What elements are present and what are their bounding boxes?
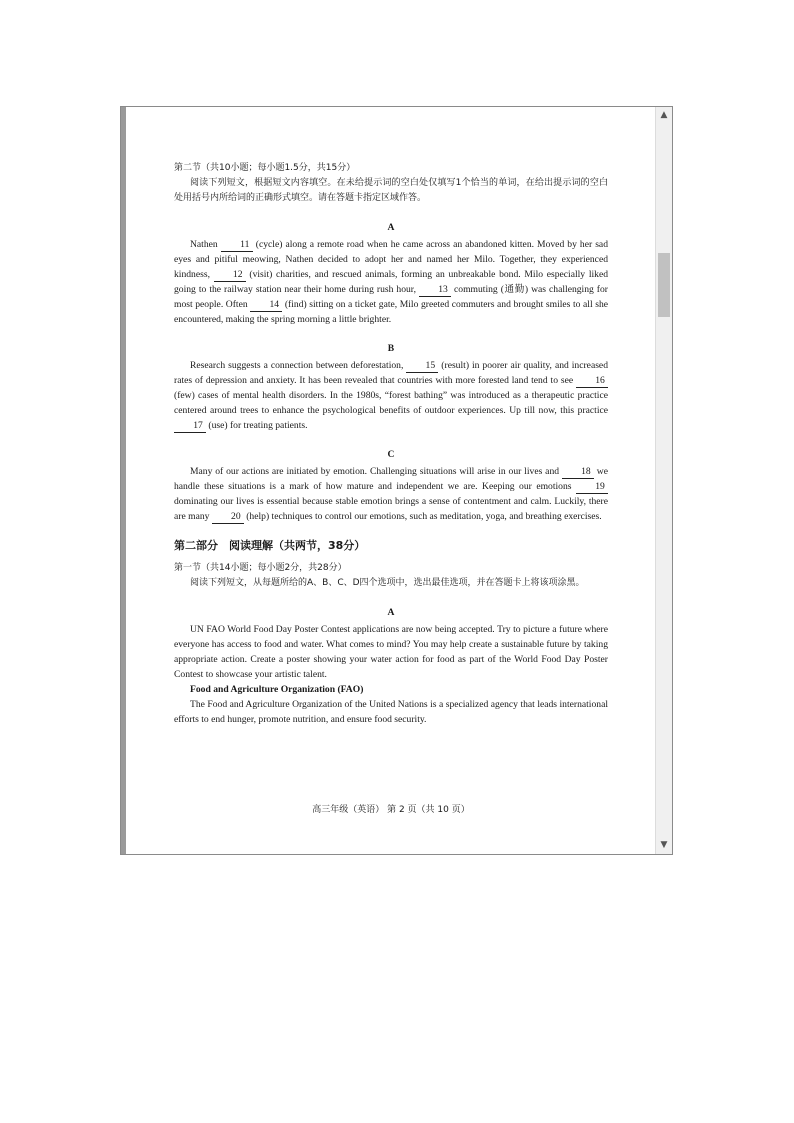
blank-18: 18: [562, 466, 594, 479]
passage-a-text: Nathen 11 (cycle) along a remote road when he came across an abandoned kitten. Moved by her sad eyes and pitiful meowing, Nathen decided to adopt her and named her Milo. Together, they experienced kindness, 12 (visit) charities, and rescued animals, forming an unbreakable bond. Milo especially liked going to the railway station near their home during rush hour, 13 commuting (通勤) was challenging for most people. Often 14 (find) sitting on a ticket gate, Milo greeted commuters and brought smiles to all she encountered, making the spring morning a little brighter.: [174, 239, 609, 325]
reading-a-paragraph-2: The Food and Agriculture Organization of the United Nations is a specialized agency that leads international efforts to end hunger, promote nutrition, and ensure food security.: [174, 699, 608, 725]
reading-a-paragraph-1: UN FAO World Food Day Poster Contest applications are now being accepted. Try to picture a future where everyone has access to food and water. What comes to mind? You may help create a sustainable future by taking appropriate action. Create a poster showing your water action for food as part of the World Food Day Poster Contest to showcase your artistic talent.: [174, 624, 608, 680]
document-viewer: [120, 106, 673, 855]
passage-a-letter: A: [387, 222, 395, 233]
passage-c-letter: C: [387, 449, 395, 460]
blank-17: 17: [174, 420, 206, 433]
blank-12: 12: [214, 269, 246, 282]
part2-section1-header: 第一节（共14小题；每小题2分，共28分）: [174, 563, 347, 573]
passage-c-text: Many of our actions are initiated by emotion. Challenging situations will arise in our lives and 18 we handle these situations is a mark of how mature and independent we are. Keeping our emotions 19 dominating our lives is essential because stable emotion brings a sense of contentment and calm. Luckily, there are many 20 (help) techniques to control our emotions, such as meditation, yoga, and breathing exercises.: [174, 466, 608, 522]
blank-11: 11: [221, 239, 253, 252]
scroll-thumb[interactable]: [658, 253, 670, 317]
scroll-up-icon[interactable]: ▲: [660, 110, 668, 120]
reading-a-subheading: Food and Agriculture Organization (FAO): [190, 684, 364, 695]
document-page: [126, 107, 656, 854]
passage-b-letter: B: [387, 343, 395, 354]
page-content: [174, 161, 608, 727]
page-footer: 高三年级（英语） 第 2 页（共 10 页）: [312, 805, 470, 815]
reading-a-letter: A: [387, 607, 395, 618]
scroll-down-icon[interactable]: ▼: [660, 840, 668, 850]
section2-header: 第二节（共10小题；每小题1.5分，共15分）: [174, 163, 356, 173]
blank-20: 20: [212, 511, 244, 524]
blank-13: 13: [419, 284, 451, 297]
vertical-scrollbar[interactable]: [655, 107, 672, 854]
section2-instructions: 阅读下列短文，根据短文内容填空。在未给提示词的空白处仅填写1个恰当的单词，在给出提示词的空白处用括号内所给词的正确形式填空。请在答题卡指定区域作答。: [174, 178, 608, 203]
passage-b-text: Research suggests a connection between deforestation, 15 (result) in poorer air quality, and increased rates of depression and anxiety. It has been revealed that countries with more forested land tend to see 16 (few) cases of mental health disorders. In the 1980s, “forest bathing” was introduced as a therapeutic practice centered around trees to enhance the psychological benefits of outdoor experiences. Up till now, this practice 17 (use) for treating patients.: [174, 360, 608, 431]
blank-14: 14: [250, 299, 282, 312]
part2-title: 第二部分 阅读理解（共两节，38分）: [174, 539, 366, 552]
blank-16: 16: [576, 375, 608, 388]
blank-15: 15: [406, 360, 438, 373]
part2-section1-instructions: 阅读下列短文，从每题所给的A、B、C、D四个选项中，选出最佳选项，并在答题卡上将该项涂黑。: [190, 578, 585, 588]
blank-19: 19: [576, 481, 608, 494]
